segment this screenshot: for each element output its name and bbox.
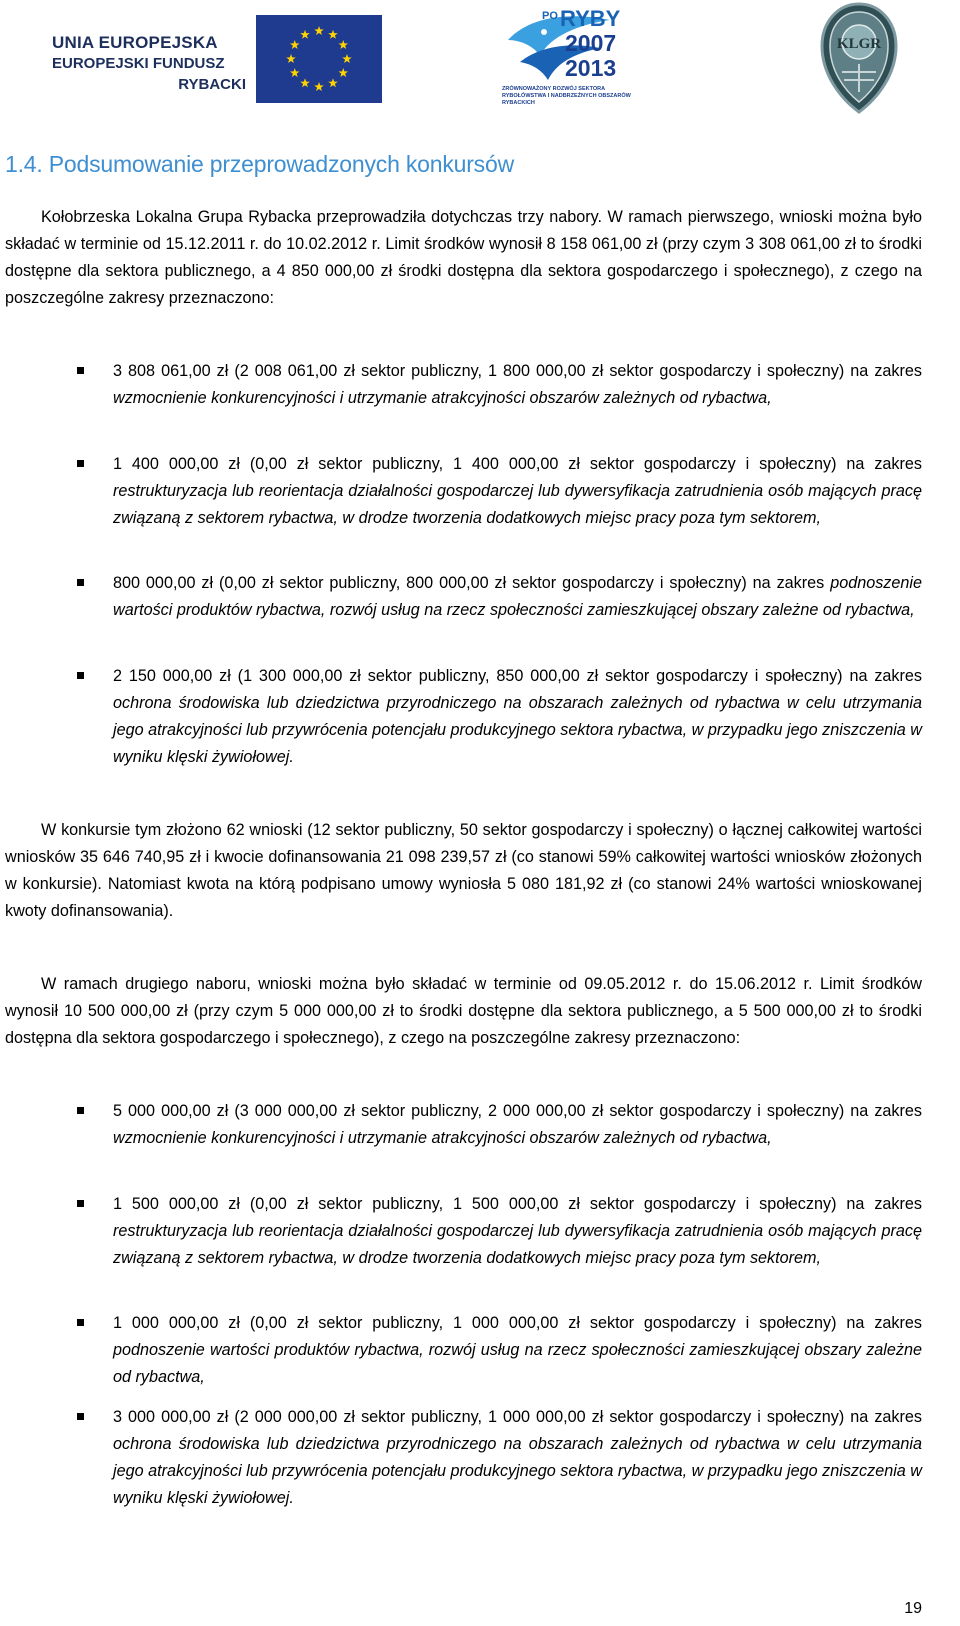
page-header [0,0,960,120]
bullet-square-icon [77,579,84,586]
klgr-emblem-text: KLGR [836,36,882,52]
list-item-amount-text: 2 150 000,00 zł (1 300 000,00 zł sektor publiczny, 850 000,00 zł sektor gospodarczy i społeczny) na zakres [113,667,922,685]
list-item-amount-text: 800 000,00 zł (0,00 zł sektor publiczny, 800 000,00 zł sektor gospodarczy i społeczny) na zakres [113,574,831,592]
list-item-scope-text: wzmocnienie konkurencyjności i utrzymanie atrakcyjności obszarów zależnych od rybactwa, [113,389,772,407]
list-item-scope-text: podnoszenie wartości produktów rybactwa, rozwój usług na rzecz społeczności zamieszkującej obszary zależne od rybactwa, [113,1341,922,1386]
eu-logo-line1: UNIA EUROPEJSKA [52,33,218,52]
paragraph-second-call-intro: W ramach drugiego naboru, wnioski można było składać w terminie od 09.05.2012 r. do 15.06.2012 r. Limit środków wynosił 10 500 000,00 zł (przy czym 5 000 000,00 zł to środki dostępne dla sektora publicznego, a 5 500 000,00 zł to środki dostępna dla sektora gospodarczego i społecznego), z czego na poszczególne zakresy przeznaczono: [5,975,922,1047]
list-item-scope-text: wzmocnienie konkurencyjności i utrzymanie atrakcyjności obszarów zależnych od rybactwa, [113,1129,772,1147]
list-item [113,570,922,624]
po-ryby-logo-subtitle: ZRÓWNOWAŻONY ROZWÓJ SEKTORA RYBOŁÓWSTWA I NADBRZEŻNYCH OBSZARÓW RYBACKICH [502,86,631,106]
bullet-square-icon [77,367,84,374]
list-item [113,358,922,412]
eu-logo-line2: EUROPEJSKI FUNDUSZ [52,55,225,72]
eu-logo-line3: RYBACKI [178,76,246,93]
klgr-emblem-icon [820,2,898,114]
paragraph-first-call-intro: Kołobrzeska Lokalna Grupa Rybacka przeprowadziła dotychczas trzy nabory. W ramach pierwszego, wnioski można było składać w terminie od 15.12.2011 r. do 10.02.2012 r. Limit środków wynosił 8 158 061,00 zł (przy czym 3 308 061,00 zł to środki dostępne dla sektora publicznego, a 4 850 000,00 zł środki dostępna dla sektora gospodarczego i społecznego), z czego na poszczególne zakresy przeznaczono: [5,208,922,307]
eu-flag-icon [256,15,382,103]
list-item-amount-text: 1 000 000,00 zł (0,00 zł sektor publiczny, 1 000 000,00 zł sektor gospodarczy i społeczny) na zakres [113,1314,922,1332]
list-item-amount-text: 3 808 061,00 zł (2 008 061,00 zł sektor publiczny, 1 800 000,00 zł sektor gospodarczy i społeczny) na zakres [113,362,922,380]
section-title: 1.4. Podsumowanie przeprowadzonych konkursów [5,151,514,177]
list-item-scope-text: restrukturyzacja lub reorientacja działalności gospodarczej lub dywersyfikacja zatrudnienia osób mających pracę związaną z sektorem rybactwa, w drodze tworzenia dodatkowych miejsc pracy poza tym sektorem, [113,482,922,527]
page-number: 19 [904,1600,922,1617]
bullet-square-icon [77,1413,84,1420]
list-item-scope-text: restrukturyzacja lub reorientacja działalności gospodarczej lub dywersyfikacja zatrudnienia osób mających pracę związaną z sektorem rybactwa, w drodze tworzenia dodatkowych miejsc pracy poza tym sektorem, [113,1222,922,1267]
list-item-amount-text: 5 000 000,00 zł (3 000 000,00 zł sektor publiczny, 2 000 000,00 zł sektor gospodarczy i społeczny) na zakres [113,1102,922,1120]
list-item-scope-text: ochrona środowiska lub dziedzictwa przyrodniczego na obszarach zależnych od rybactwa w celu utrzymania jego atrakcyjności lub przywrócenia potencjału produkcyjnego sektora rybactwa, w przypadku jego zniszczenia w wyniku klęski żywiołowej. [113,694,922,766]
list-item [113,1404,922,1512]
list-item [113,1191,922,1272]
list-item-amount-text: 3 000 000,00 zł (2 000 000,00 zł sektor publiczny, 1 000 000,00 zł sektor gospodarczy i społeczny) na zakres [113,1408,922,1426]
list-item-scope-text: podnoszenie wartości produktów rybactwa, rozwój usług na rzecz społeczności zamieszkującej obszary zależne od rybactwa, [113,574,922,619]
po-ryby-logo-word: RYBY [560,6,621,31]
list-item-amount-text: 1 400 000,00 zł (0,00 zł sektor publiczny, 1 400 000,00 zł sektor gospodarczy i społeczny) na zakres [113,455,922,473]
bullet-square-icon [77,1107,84,1114]
list-item [113,451,922,532]
po-ryby-logo-year-start: 2007 [565,30,617,56]
bullet-square-icon [77,672,84,679]
list-item-scope-text: ochrona środowiska lub dziedzictwa przyrodniczego na obszarach zależnych od rybactwa w celu utrzymania jego atrakcyjności lub przywrócenia potencjału produkcyjnego sektora rybactwa, w przypadku jego zniszczenia w wyniku klęski żywiołowej. [113,1435,922,1507]
bullet-square-icon [77,460,84,467]
list-item [113,1098,922,1152]
po-ryby-logo-year-end: 2013 [565,55,617,81]
po-ryby-logo-po: PO [542,10,558,22]
eu-fund-logo-text [52,32,252,95]
bullet-square-icon [77,1319,84,1326]
list-item [113,1310,922,1391]
bullet-square-icon [77,1200,84,1207]
list-item [113,663,922,771]
list-item-amount-text: 1 500 000,00 zł (0,00 zł sektor publiczny, 1 500 000,00 zł sektor gospodarczy i społeczny) na zakres [113,1195,922,1213]
paragraph-first-call-results: W konkursie tym złożono 62 wnioski (12 sektor publiczny, 50 sektor gospodarczy i społeczny) o łącznej całkowitej wartości wniosków 35 646 740,95 zł i kwocie dofinansowania 21 098 239,57 zł (co stanowi 59% całkowitej wartości wniosków złożonych w konkursie). Natomiast kwota na którą podpisano umowy wyniosła 5 080 181,92 zł (co stanowi 24% wartości wnioskowanej kwoty dofinansowania). [5,821,922,920]
